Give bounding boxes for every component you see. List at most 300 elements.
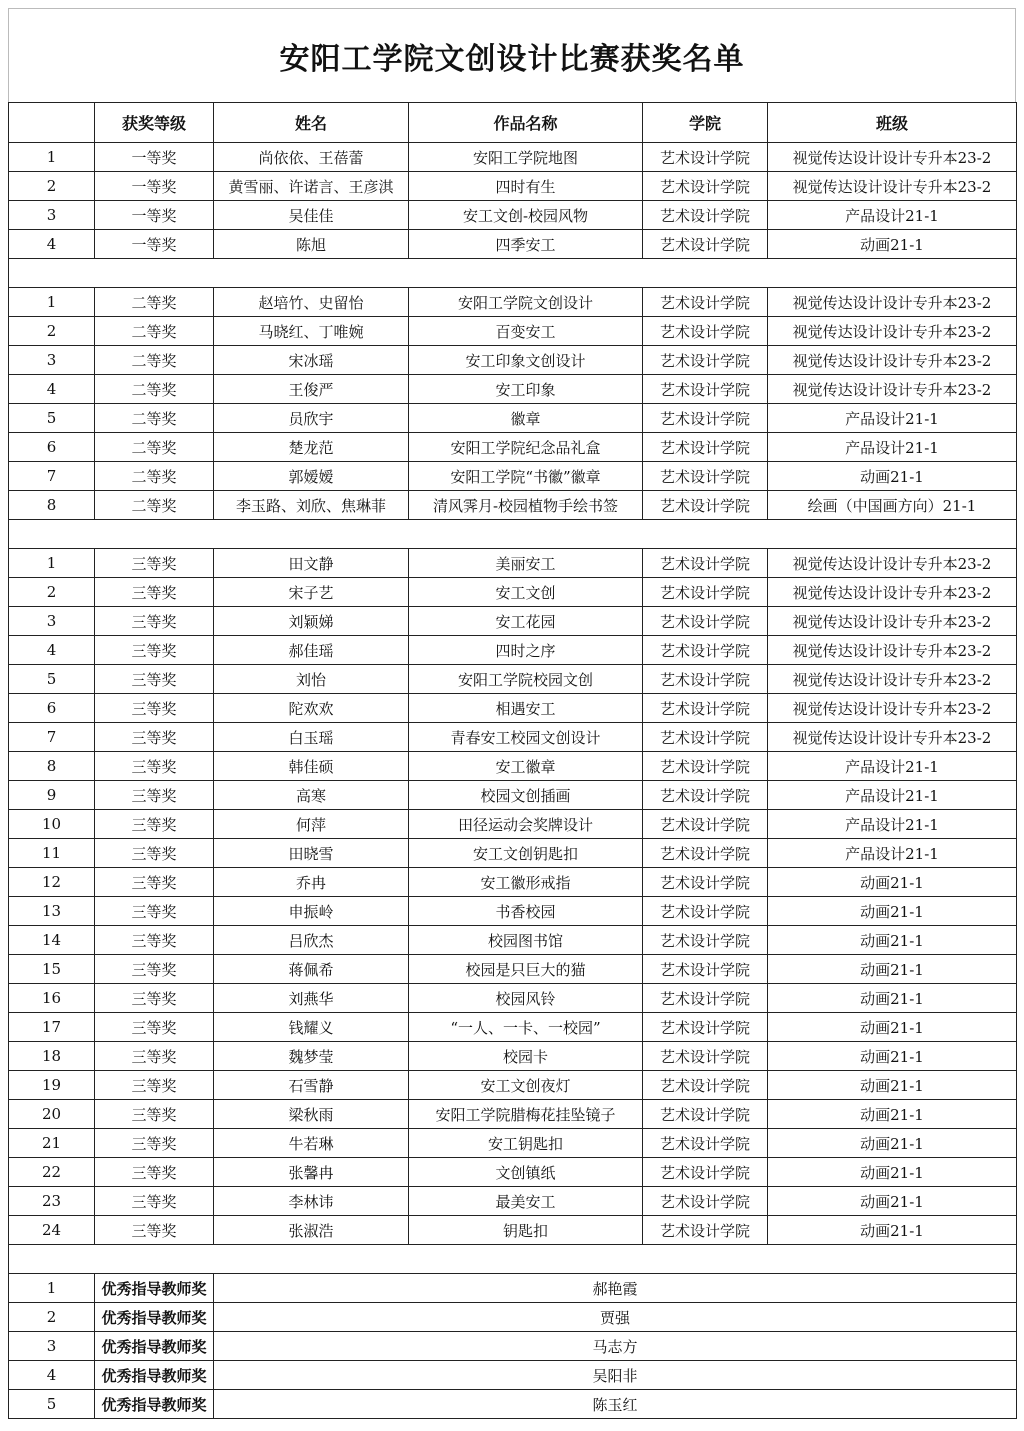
college-cell: 艺术设计学院 bbox=[643, 984, 768, 1013]
student-name-cell: 田文静 bbox=[214, 549, 409, 578]
college-cell: 艺术设计学院 bbox=[643, 1129, 768, 1158]
college-cell: 艺术设计学院 bbox=[643, 491, 768, 520]
class-name-cell: 产品设计21-1 bbox=[768, 201, 1017, 230]
teacher-award-cell: 优秀指导教师奖 bbox=[95, 1332, 214, 1361]
spacer-cell bbox=[643, 1245, 768, 1274]
spacer-cell bbox=[95, 520, 214, 549]
student-name-cell: 楚龙范 bbox=[214, 433, 409, 462]
college-cell: 艺术设计学院 bbox=[643, 346, 768, 375]
award-level-cell: 三等奖 bbox=[95, 1216, 214, 1245]
class-name-cell: 动画21-1 bbox=[768, 984, 1017, 1013]
row-number-cell: 2 bbox=[9, 1303, 95, 1332]
class-name-cell: 视觉传达设计设计专升本23-2 bbox=[768, 636, 1017, 665]
student-name-cell: 郭嫒嫒 bbox=[214, 462, 409, 491]
work-title-cell: 徽章 bbox=[409, 404, 643, 433]
row-number-cell: 10 bbox=[9, 810, 95, 839]
table-row bbox=[9, 810, 1017, 839]
award-level-cell: 三等奖 bbox=[95, 810, 214, 839]
title-box bbox=[8, 8, 1016, 102]
class-name-cell: 视觉传达设计设计专升本23-2 bbox=[768, 723, 1017, 752]
class-name-cell: 动画21-1 bbox=[768, 1158, 1017, 1187]
award-table bbox=[8, 102, 1017, 1419]
work-title-cell: 安工文创 bbox=[409, 578, 643, 607]
award-level-cell: 二等奖 bbox=[95, 433, 214, 462]
student-name-cell: 韩佳硕 bbox=[214, 752, 409, 781]
row-number-cell: 4 bbox=[9, 375, 95, 404]
table-row bbox=[9, 723, 1017, 752]
work-title-cell: 书香校园 bbox=[409, 897, 643, 926]
table-row bbox=[9, 1158, 1017, 1187]
row-number-cell: 18 bbox=[9, 1042, 95, 1071]
table-row bbox=[9, 926, 1017, 955]
award-level-cell: 三等奖 bbox=[95, 1158, 214, 1187]
college-cell: 艺术设计学院 bbox=[643, 1042, 768, 1071]
class-name-cell: 动画21-1 bbox=[768, 462, 1017, 491]
award-level-cell: 三等奖 bbox=[95, 1042, 214, 1071]
student-name-cell: 郝佳瑶 bbox=[214, 636, 409, 665]
class-name-cell: 动画21-1 bbox=[768, 868, 1017, 897]
class-name-cell: 动画21-1 bbox=[768, 926, 1017, 955]
student-name-cell: 石雪静 bbox=[214, 1071, 409, 1100]
work-title-cell: 安工徽章 bbox=[409, 752, 643, 781]
teacher-name-cell: 贾强 bbox=[214, 1303, 1017, 1332]
row-number-cell: 1 bbox=[9, 288, 95, 317]
table-row bbox=[9, 665, 1017, 694]
award-level-cell: 一等奖 bbox=[95, 172, 214, 201]
class-name-cell: 产品设计21-1 bbox=[768, 839, 1017, 868]
row-number-cell: 12 bbox=[9, 868, 95, 897]
award-level-cell: 三等奖 bbox=[95, 549, 214, 578]
college-cell: 艺术设计学院 bbox=[643, 607, 768, 636]
table-row bbox=[9, 578, 1017, 607]
table-row bbox=[9, 491, 1017, 520]
header-row bbox=[9, 103, 1017, 143]
student-name-cell: 蒋佩希 bbox=[214, 955, 409, 984]
college-cell: 艺术设计学院 bbox=[643, 288, 768, 317]
teacher-award-row bbox=[9, 1274, 1017, 1303]
work-title-cell: 四时之序 bbox=[409, 636, 643, 665]
student-name-cell: 刘燕华 bbox=[214, 984, 409, 1013]
row-number-cell: 6 bbox=[9, 694, 95, 723]
row-number-cell: 8 bbox=[9, 491, 95, 520]
award-level-cell: 三等奖 bbox=[95, 607, 214, 636]
work-title-cell: 钥匙扣 bbox=[409, 1216, 643, 1245]
row-number-cell: 3 bbox=[9, 1332, 95, 1361]
row-number-cell: 4 bbox=[9, 230, 95, 259]
class-name-cell: 绘画（中国画方向）21-1 bbox=[768, 491, 1017, 520]
work-title-cell: “一人、一卡、一校园” bbox=[409, 1013, 643, 1042]
award-level-cell: 二等奖 bbox=[95, 317, 214, 346]
table-row bbox=[9, 433, 1017, 462]
row-number-cell: 5 bbox=[9, 1390, 95, 1419]
spacer-cell bbox=[409, 259, 643, 288]
award-level-cell: 三等奖 bbox=[95, 868, 214, 897]
work-title-cell: 百变安工 bbox=[409, 317, 643, 346]
header-college: 学院 bbox=[643, 103, 768, 143]
award-level-cell: 三等奖 bbox=[95, 752, 214, 781]
table-row bbox=[9, 607, 1017, 636]
college-cell: 艺术设计学院 bbox=[643, 1071, 768, 1100]
row-number-cell: 7 bbox=[9, 462, 95, 491]
class-name-cell: 视觉传达设计设计专升本23-2 bbox=[768, 578, 1017, 607]
college-cell: 艺术设计学院 bbox=[643, 868, 768, 897]
student-name-cell: 陈旭 bbox=[214, 230, 409, 259]
award-level-cell: 三等奖 bbox=[95, 955, 214, 984]
table-row bbox=[9, 1071, 1017, 1100]
award-level-cell: 一等奖 bbox=[95, 230, 214, 259]
work-title-cell: 清风霁月-校园植物手绘书签 bbox=[409, 491, 643, 520]
class-name-cell: 视觉传达设计设计专升本23-2 bbox=[768, 607, 1017, 636]
award-list-sheet bbox=[8, 8, 1016, 1419]
award-level-cell: 三等奖 bbox=[95, 694, 214, 723]
teacher-award-cell: 优秀指导教师奖 bbox=[95, 1303, 214, 1332]
work-title-cell: 安阳工学院纪念品礼盒 bbox=[409, 433, 643, 462]
award-level-cell: 三等奖 bbox=[95, 578, 214, 607]
row-number-cell: 2 bbox=[9, 317, 95, 346]
college-cell: 艺术设计学院 bbox=[643, 694, 768, 723]
college-cell: 艺术设计学院 bbox=[643, 1187, 768, 1216]
award-level-cell: 三等奖 bbox=[95, 636, 214, 665]
class-name-cell: 动画21-1 bbox=[768, 1100, 1017, 1129]
table-row bbox=[9, 230, 1017, 259]
student-name-cell: 黄雪丽、许诺言、王彦淇 bbox=[214, 172, 409, 201]
teacher-award-cell: 优秀指导教师奖 bbox=[95, 1361, 214, 1390]
teacher-name-cell: 马志方 bbox=[214, 1332, 1017, 1361]
college-cell: 艺术设计学院 bbox=[643, 665, 768, 694]
college-cell: 艺术设计学院 bbox=[643, 1100, 768, 1129]
award-level-cell: 三等奖 bbox=[95, 839, 214, 868]
teacher-award-cell: 优秀指导教师奖 bbox=[95, 1274, 214, 1303]
work-title-cell: 安阳工学院文创设计 bbox=[409, 288, 643, 317]
header-work-title: 作品名称 bbox=[409, 103, 643, 143]
award-level-cell: 二等奖 bbox=[95, 404, 214, 433]
student-name-cell: 李林讳 bbox=[214, 1187, 409, 1216]
class-name-cell: 动画21-1 bbox=[768, 1129, 1017, 1158]
row-number-cell: 16 bbox=[9, 984, 95, 1013]
award-level-cell: 三等奖 bbox=[95, 665, 214, 694]
college-cell: 艺术设计学院 bbox=[643, 1013, 768, 1042]
student-name-cell: 田晓雪 bbox=[214, 839, 409, 868]
work-title-cell: 安阳工学院腊梅花挂坠镜子 bbox=[409, 1100, 643, 1129]
student-name-cell: 高寒 bbox=[214, 781, 409, 810]
row-number-cell: 21 bbox=[9, 1129, 95, 1158]
college-cell: 艺术设计学院 bbox=[643, 462, 768, 491]
award-level-cell: 三等奖 bbox=[95, 984, 214, 1013]
college-cell: 艺术设计学院 bbox=[643, 897, 768, 926]
work-title-cell: 四时有生 bbox=[409, 172, 643, 201]
row-number-cell: 1 bbox=[9, 143, 95, 172]
row-number-cell: 11 bbox=[9, 839, 95, 868]
table-row bbox=[9, 839, 1017, 868]
row-number-cell: 20 bbox=[9, 1100, 95, 1129]
work-title-cell: 安阳工学院地图 bbox=[409, 143, 643, 172]
table-row bbox=[9, 172, 1017, 201]
row-number-cell: 3 bbox=[9, 607, 95, 636]
class-name-cell: 视觉传达设计设计专升本23-2 bbox=[768, 375, 1017, 404]
spacer-cell bbox=[9, 1245, 95, 1274]
row-number-cell: 2 bbox=[9, 172, 95, 201]
student-name-cell: 牛若琳 bbox=[214, 1129, 409, 1158]
spacer-cell bbox=[409, 1245, 643, 1274]
table-row bbox=[9, 375, 1017, 404]
college-cell: 艺术设计学院 bbox=[643, 810, 768, 839]
table-row bbox=[9, 317, 1017, 346]
row-number-cell: 14 bbox=[9, 926, 95, 955]
work-title-cell: 校园卡 bbox=[409, 1042, 643, 1071]
class-name-cell: 视觉传达设计设计专升本23-2 bbox=[768, 694, 1017, 723]
college-cell: 艺术设计学院 bbox=[643, 375, 768, 404]
college-cell: 艺术设计学院 bbox=[643, 317, 768, 346]
award-level-cell: 二等奖 bbox=[95, 462, 214, 491]
table-row bbox=[9, 984, 1017, 1013]
teacher-name-cell: 郝艳霞 bbox=[214, 1274, 1017, 1303]
class-name-cell: 视觉传达设计设计专升本23-2 bbox=[768, 665, 1017, 694]
college-cell: 艺术设计学院 bbox=[643, 926, 768, 955]
row-number-cell: 22 bbox=[9, 1158, 95, 1187]
student-name-cell: 吕欣杰 bbox=[214, 926, 409, 955]
row-number-cell: 7 bbox=[9, 723, 95, 752]
row-number-cell: 2 bbox=[9, 578, 95, 607]
student-name-cell: 魏梦莹 bbox=[214, 1042, 409, 1071]
page-title: 安阳工学院文创设计比赛获奖名单 bbox=[279, 41, 745, 77]
college-cell: 艺术设计学院 bbox=[643, 636, 768, 665]
work-title-cell: 校园图书馆 bbox=[409, 926, 643, 955]
spacer-cell bbox=[9, 259, 95, 288]
college-cell: 艺术设计学院 bbox=[643, 433, 768, 462]
teacher-award-cell: 优秀指导教师奖 bbox=[95, 1390, 214, 1419]
section-divider bbox=[9, 1245, 1017, 1274]
class-name-cell: 动画21-1 bbox=[768, 1071, 1017, 1100]
class-name-cell: 视觉传达设计设计专升本23-2 bbox=[768, 549, 1017, 578]
row-number-cell: 15 bbox=[9, 955, 95, 984]
college-cell: 艺术设计学院 bbox=[643, 1216, 768, 1245]
table-row bbox=[9, 1187, 1017, 1216]
row-number-cell: 19 bbox=[9, 1071, 95, 1100]
table-row bbox=[9, 462, 1017, 491]
table-row bbox=[9, 955, 1017, 984]
college-cell: 艺术设计学院 bbox=[643, 752, 768, 781]
work-title-cell: 安工徽形戒指 bbox=[409, 868, 643, 897]
college-cell: 艺术设计学院 bbox=[643, 723, 768, 752]
row-number-cell: 1 bbox=[9, 549, 95, 578]
student-name-cell: 梁秋雨 bbox=[214, 1100, 409, 1129]
work-title-cell: 文创镇纸 bbox=[409, 1158, 643, 1187]
work-title-cell: 安阳工学院“书徽”徽章 bbox=[409, 462, 643, 491]
spacer-cell bbox=[643, 520, 768, 549]
spacer-cell bbox=[643, 259, 768, 288]
row-number-cell: 4 bbox=[9, 1361, 95, 1390]
college-cell: 艺术设计学院 bbox=[643, 1158, 768, 1187]
work-title-cell: 安工文创-校园风物 bbox=[409, 201, 643, 230]
work-title-cell: 美丽安工 bbox=[409, 549, 643, 578]
college-cell: 艺术设计学院 bbox=[643, 549, 768, 578]
class-name-cell: 动画21-1 bbox=[768, 1013, 1017, 1042]
student-name-cell: 吴佳佳 bbox=[214, 201, 409, 230]
row-number-cell: 9 bbox=[9, 781, 95, 810]
award-level-cell: 三等奖 bbox=[95, 723, 214, 752]
class-name-cell: 视觉传达设计设计专升本23-2 bbox=[768, 288, 1017, 317]
header-class: 班级 bbox=[768, 103, 1017, 143]
table-row bbox=[9, 288, 1017, 317]
section-divider bbox=[9, 259, 1017, 288]
table-row bbox=[9, 781, 1017, 810]
student-name-cell: 宋子艺 bbox=[214, 578, 409, 607]
table-row bbox=[9, 1013, 1017, 1042]
student-name-cell: 马晓红、丁唯婉 bbox=[214, 317, 409, 346]
row-number-cell: 23 bbox=[9, 1187, 95, 1216]
spacer-cell bbox=[768, 1245, 1017, 1274]
work-title-cell: 安工文创钥匙扣 bbox=[409, 839, 643, 868]
class-name-cell: 产品设计21-1 bbox=[768, 781, 1017, 810]
college-cell: 艺术设计学院 bbox=[643, 404, 768, 433]
table-row bbox=[9, 752, 1017, 781]
college-cell: 艺术设计学院 bbox=[643, 172, 768, 201]
teacher-name-cell: 吴阳非 bbox=[214, 1361, 1017, 1390]
award-level-cell: 三等奖 bbox=[95, 1071, 214, 1100]
award-level-cell: 三等奖 bbox=[95, 1100, 214, 1129]
class-name-cell: 产品设计21-1 bbox=[768, 433, 1017, 462]
table-row bbox=[9, 694, 1017, 723]
class-name-cell: 动画21-1 bbox=[768, 897, 1017, 926]
teacher-award-row bbox=[9, 1361, 1017, 1390]
table-row bbox=[9, 143, 1017, 172]
row-number-cell: 8 bbox=[9, 752, 95, 781]
spacer-cell bbox=[409, 520, 643, 549]
row-number-cell: 3 bbox=[9, 346, 95, 375]
student-name-cell: 李玉路、刘欣、焦琳菲 bbox=[214, 491, 409, 520]
spacer-cell bbox=[95, 1245, 214, 1274]
section-divider bbox=[9, 520, 1017, 549]
class-name-cell: 产品设计21-1 bbox=[768, 810, 1017, 839]
row-number-cell: 3 bbox=[9, 201, 95, 230]
table-row bbox=[9, 549, 1017, 578]
work-title-cell: 最美安工 bbox=[409, 1187, 643, 1216]
table-row bbox=[9, 1129, 1017, 1158]
row-number-cell: 6 bbox=[9, 433, 95, 462]
student-name-cell: 白玉瑶 bbox=[214, 723, 409, 752]
award-level-cell: 二等奖 bbox=[95, 346, 214, 375]
header-name: 姓名 bbox=[214, 103, 409, 143]
student-name-cell: 张馨冉 bbox=[214, 1158, 409, 1187]
table-row bbox=[9, 346, 1017, 375]
award-level-cell: 二等奖 bbox=[95, 375, 214, 404]
work-title-cell: 安工花园 bbox=[409, 607, 643, 636]
student-name-cell: 员欣宇 bbox=[214, 404, 409, 433]
class-name-cell: 动画21-1 bbox=[768, 1187, 1017, 1216]
award-level-cell: 一等奖 bbox=[95, 143, 214, 172]
award-table-body bbox=[9, 143, 1017, 1419]
award-level-cell: 三等奖 bbox=[95, 1187, 214, 1216]
class-name-cell: 产品设计21-1 bbox=[768, 752, 1017, 781]
class-name-cell: 动画21-1 bbox=[768, 1042, 1017, 1071]
class-name-cell: 动画21-1 bbox=[768, 955, 1017, 984]
table-row bbox=[9, 1042, 1017, 1071]
college-cell: 艺术设计学院 bbox=[643, 578, 768, 607]
row-number-cell: 4 bbox=[9, 636, 95, 665]
college-cell: 艺术设计学院 bbox=[643, 230, 768, 259]
work-title-cell: 安阳工学院校园文创 bbox=[409, 665, 643, 694]
spacer-cell bbox=[95, 259, 214, 288]
class-name-cell: 视觉传达设计设计专升本23-2 bbox=[768, 317, 1017, 346]
row-number-cell: 13 bbox=[9, 897, 95, 926]
header-number bbox=[9, 103, 95, 143]
student-name-cell: 陀欢欢 bbox=[214, 694, 409, 723]
teacher-award-row bbox=[9, 1390, 1017, 1419]
teacher-award-row bbox=[9, 1303, 1017, 1332]
class-name-cell: 动画21-1 bbox=[768, 230, 1017, 259]
college-cell: 艺术设计学院 bbox=[643, 201, 768, 230]
award-level-cell: 三等奖 bbox=[95, 926, 214, 955]
row-number-cell: 5 bbox=[9, 404, 95, 433]
college-cell: 艺术设计学院 bbox=[643, 781, 768, 810]
work-title-cell: 校园文创插画 bbox=[409, 781, 643, 810]
work-title-cell: 田径运动会奖牌设计 bbox=[409, 810, 643, 839]
spacer-cell bbox=[214, 1245, 409, 1274]
table-row bbox=[9, 868, 1017, 897]
row-number-cell: 1 bbox=[9, 1274, 95, 1303]
table-row bbox=[9, 201, 1017, 230]
class-name-cell: 视觉传达设计设计专升本23-2 bbox=[768, 346, 1017, 375]
student-name-cell: 刘怡 bbox=[214, 665, 409, 694]
college-cell: 艺术设计学院 bbox=[643, 955, 768, 984]
class-name-cell: 产品设计21-1 bbox=[768, 404, 1017, 433]
student-name-cell: 赵培竹、史留怡 bbox=[214, 288, 409, 317]
teacher-name-cell: 陈玉红 bbox=[214, 1390, 1017, 1419]
table-row bbox=[9, 1100, 1017, 1129]
work-title-cell: 安工钥匙扣 bbox=[409, 1129, 643, 1158]
college-cell: 艺术设计学院 bbox=[643, 839, 768, 868]
work-title-cell: 四季安工 bbox=[409, 230, 643, 259]
award-level-cell: 三等奖 bbox=[95, 781, 214, 810]
work-title-cell: 校园风铃 bbox=[409, 984, 643, 1013]
award-level-cell: 二等奖 bbox=[95, 288, 214, 317]
student-name-cell: 乔冉 bbox=[214, 868, 409, 897]
student-name-cell: 申振岭 bbox=[214, 897, 409, 926]
spacer-cell bbox=[214, 259, 409, 288]
student-name-cell: 王俊严 bbox=[214, 375, 409, 404]
college-cell: 艺术设计学院 bbox=[643, 143, 768, 172]
student-name-cell: 张淑浩 bbox=[214, 1216, 409, 1245]
student-name-cell: 宋冰瑶 bbox=[214, 346, 409, 375]
student-name-cell: 钱耀义 bbox=[214, 1013, 409, 1042]
award-level-cell: 一等奖 bbox=[95, 201, 214, 230]
class-name-cell: 视觉传达设计设计专升本23-2 bbox=[768, 172, 1017, 201]
row-number-cell: 17 bbox=[9, 1013, 95, 1042]
header-award-level: 获奖等级 bbox=[95, 103, 214, 143]
table-row bbox=[9, 1216, 1017, 1245]
spacer-cell bbox=[768, 520, 1017, 549]
row-number-cell: 5 bbox=[9, 665, 95, 694]
student-name-cell: 何萍 bbox=[214, 810, 409, 839]
award-level-cell: 二等奖 bbox=[95, 491, 214, 520]
class-name-cell: 视觉传达设计设计专升本23-2 bbox=[768, 143, 1017, 172]
award-level-cell: 三等奖 bbox=[95, 897, 214, 926]
class-name-cell: 动画21-1 bbox=[768, 1216, 1017, 1245]
table-row bbox=[9, 404, 1017, 433]
work-title-cell: 校园是只巨大的猫 bbox=[409, 955, 643, 984]
spacer-cell bbox=[768, 259, 1017, 288]
row-number-cell: 24 bbox=[9, 1216, 95, 1245]
student-name-cell: 尚依依、王蓓蕾 bbox=[214, 143, 409, 172]
table-row bbox=[9, 897, 1017, 926]
table-row bbox=[9, 636, 1017, 665]
spacer-cell bbox=[9, 520, 95, 549]
work-title-cell: 安工文创夜灯 bbox=[409, 1071, 643, 1100]
work-title-cell: 安工印象文创设计 bbox=[409, 346, 643, 375]
work-title-cell: 青春安工校园文创设计 bbox=[409, 723, 643, 752]
student-name-cell: 刘颖娣 bbox=[214, 607, 409, 636]
work-title-cell: 相遇安工 bbox=[409, 694, 643, 723]
